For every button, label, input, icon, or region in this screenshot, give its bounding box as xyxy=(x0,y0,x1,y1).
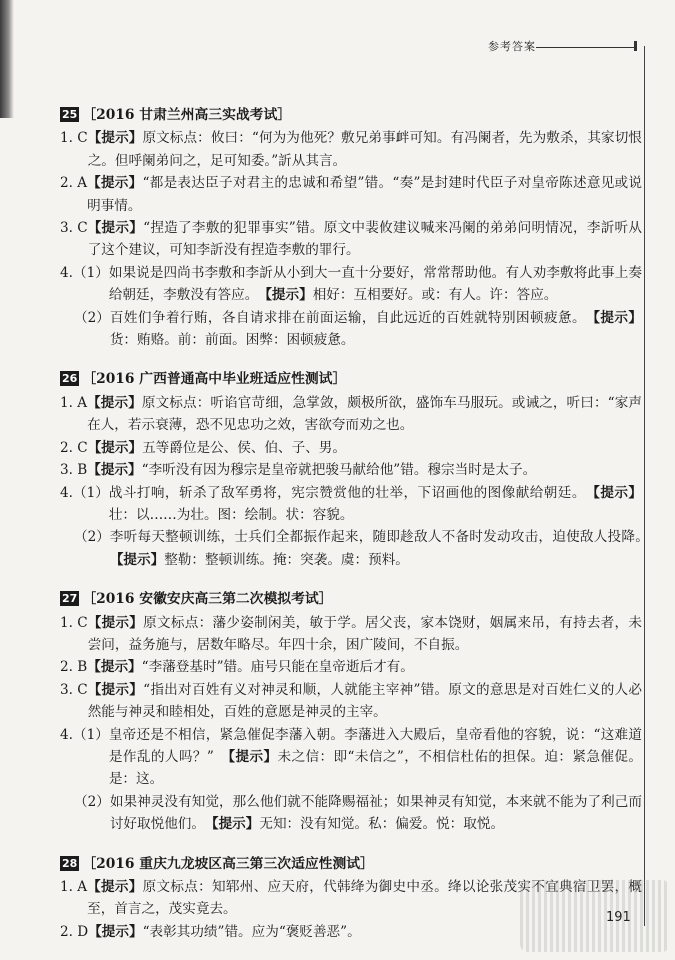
hint-tag: 【提示】 xyxy=(87,175,143,192)
answer-item xyxy=(60,612,642,657)
answer-label: 3. B xyxy=(60,462,88,479)
answer-body xyxy=(88,437,642,459)
answer-body xyxy=(87,459,642,481)
answer-body xyxy=(88,217,642,262)
hint-tag: 【提示】 xyxy=(593,484,642,501)
answer-item xyxy=(60,262,642,307)
answer-body xyxy=(110,791,642,836)
question-number-badge: 28 xyxy=(62,856,78,870)
section-source-title: ［2016 广西普通高中毕业班适应性测试］ xyxy=(82,371,347,388)
answer-text: 如果说是四尚书李敷和李訢从小到大一直十分要好，常常帮助他。有人劝李敷将此事上奏给朝廷，李敷没有答应。 xyxy=(108,264,642,304)
answer-label: （2） xyxy=(74,793,110,810)
answer-text: 战斗打响，斩杀了敌军勇将，宪宗赞赏他的壮举，下诏画他的图像献给朝廷。 xyxy=(108,484,580,501)
answer-label: 2. A xyxy=(60,175,88,192)
hint-tag: 【提示】 xyxy=(87,130,143,147)
answer-label: 2. D xyxy=(60,923,89,940)
answer-label: 1. C xyxy=(60,130,88,147)
answer-item xyxy=(60,656,642,678)
answer-text: 五等爵位是公、侯、伯、子、男。 xyxy=(142,439,346,456)
hint-text: 无知：没有知觉。私：偏爱。悦：取悦。 xyxy=(259,816,505,833)
answer-section xyxy=(60,104,642,351)
answer-section xyxy=(60,588,642,835)
answer-text: “都是表达臣子对君主的忠诚和希望”错。“奏”是封建时代臣子对皇帝陈述意见或说明事情。 xyxy=(87,175,643,214)
answer-item xyxy=(60,127,642,172)
answer-label: 4.（1） xyxy=(60,484,109,501)
answer-body xyxy=(109,482,642,527)
hint-tag: 【提示】 xyxy=(87,659,142,676)
answer-body xyxy=(110,526,642,571)
answer-label: 3. C xyxy=(60,681,88,698)
answer-text: 原文标点：听谄官苛细，急掌敛，颇极所欲，盛饰车马服玩。或诫之，听曰：“家声在人，若示衰薄，恐不见忠功之效，害欲夸而劝之也。 xyxy=(87,394,642,434)
section-heading xyxy=(60,368,642,390)
answer-text: “表彰其功绩”错。应为“褒贬善恶”。 xyxy=(142,923,361,940)
section-source-title: ［2016 甘肃兰州高三实战考试］ xyxy=(82,107,292,123)
answer-item xyxy=(60,679,642,724)
hint-text: 货：贿赂。前：前面。困弊：困顿疲惫。 xyxy=(109,332,355,349)
answer-label: 1. A xyxy=(60,879,88,895)
hint-tag: 【提示】 xyxy=(593,309,643,326)
answer-item xyxy=(60,526,642,571)
answer-item xyxy=(60,459,642,481)
answer-text: 如果神灵没有知觉，那么他们就不能降赐福祉；如果神灵有知觉，本来就不能为了利己而讨好取悦他们。 xyxy=(109,793,642,833)
hint-tag: 【提示】 xyxy=(211,816,260,833)
hint-tag: 【提示】 xyxy=(87,879,143,895)
scan-edge-shadow xyxy=(0,0,14,118)
page-number: 191 xyxy=(606,910,631,925)
answer-label: 3. C xyxy=(60,220,88,237)
hint-tag: 【提示】 xyxy=(87,439,143,456)
question-number-badge: 25 xyxy=(62,108,78,121)
answer-label: 2. B xyxy=(60,659,88,676)
answer-text: 原文标点：攸曰：“何为为他死？敷兄弟事衅可知。有冯阑者，先为敷杀，其家切恨之。但呼阑弟问之，足可知委。”訢从其言。 xyxy=(87,130,642,169)
answer-item xyxy=(60,172,642,217)
answer-body xyxy=(87,392,642,437)
answer-body xyxy=(109,262,642,307)
answer-body xyxy=(110,307,642,352)
hint-text: 未之信：即“未信之”，不相信杜佑的担保。迫：紧急催促。是：这。 xyxy=(108,748,643,788)
answer-body xyxy=(109,724,642,791)
hint-text: 整勒：整顿训练。掩：突袭。虞：预料。 xyxy=(164,551,409,568)
answer-text: 原文标点：知郓州、应天府，代韩绛为御史中丞。绛以论张茂实不宜典宿卫罢，概至，首言之，茂实竟去。 xyxy=(87,879,643,918)
section-heading xyxy=(60,588,642,610)
question-number-badge: 26 xyxy=(62,372,78,386)
hint-tag: 【提示】 xyxy=(265,287,313,304)
hint-tag: 【提示】 xyxy=(87,614,144,631)
header-rule-cap xyxy=(634,41,637,51)
answer-text: “指出对百姓有义对神灵和顺，人就能主宰神”错。原文的意思是对百姓仁义的人必然能与神灵和睦相处，百姓的意愿是神灵的主宰。 xyxy=(87,681,642,721)
answer-text: 百姓们争着行贿，各自请求排在前面运输，自此远近的百姓就特别困顿疲惫。 xyxy=(109,309,580,326)
answer-item xyxy=(60,791,642,836)
answer-body xyxy=(88,679,642,724)
answer-text: 李听每天整顿训练，士兵们全都振作起来，随即趁敌人不备时发动攻击，迫使敌人投降。 xyxy=(109,529,642,546)
answer-body xyxy=(88,127,642,172)
answer-item xyxy=(60,724,642,791)
watermark-stamp xyxy=(520,880,670,952)
header-rule xyxy=(536,47,634,48)
answer-text: 皇帝还是不相信，紧急催促李藩入朝。李藩进入大殿后，皇帝看他的容貌，说：“这难道是作乱的人吗？” xyxy=(108,726,642,765)
answer-item xyxy=(60,437,642,459)
hint-tag: 【提示】 xyxy=(87,394,142,411)
question-number-badge: 27 xyxy=(62,592,78,606)
section-source-title: ［2016 安徽安庆高三第二次模拟考试］ xyxy=(82,591,333,608)
answer-label: 2. C xyxy=(60,439,88,456)
answer-text: “捏造了李敷的犯罪事实”错。原文中裴攸建议喊来冯阑的弟弟问明情况，李訢听从了这个建议，可知李訢没有捏造李敷的罪行。 xyxy=(87,220,642,259)
answer-label: （2） xyxy=(74,529,110,546)
answer-label: 1. C xyxy=(60,614,88,631)
answer-body xyxy=(88,612,642,657)
hint-tag: 【提示】 xyxy=(228,748,278,765)
answer-body xyxy=(87,656,642,678)
answer-item xyxy=(60,482,642,527)
answer-label: （2） xyxy=(74,309,110,326)
answer-text: “李藩登基时”错。庙号只能在皇帝逝后才有。 xyxy=(141,659,414,676)
answer-text: “李听没有因为穆宗是皇帝就把骏马献给他”错。穆宗当时是太子。 xyxy=(141,462,537,479)
hint-text: 壮：以……为壮。图：绘制。状：容貌。 xyxy=(108,506,354,523)
answer-item xyxy=(60,217,642,262)
hint-tag: 【提示】 xyxy=(87,681,144,698)
answer-section xyxy=(60,368,642,571)
hint-tag: 【提示】 xyxy=(109,551,165,568)
section-heading xyxy=(60,104,642,126)
hint-text: 相好：互相要好。或：有人。许：答应。 xyxy=(312,287,558,304)
answer-item xyxy=(60,307,642,352)
answer-label: 4.（1） xyxy=(60,726,109,743)
page-margin-rule xyxy=(644,46,645,926)
answer-label: 4.（1） xyxy=(60,264,109,281)
hint-tag: 【提示】 xyxy=(87,220,144,237)
answer-content xyxy=(60,104,642,960)
hint-tag: 【提示】 xyxy=(87,462,142,479)
answer-label: 1. A xyxy=(60,394,88,411)
section-heading xyxy=(60,853,642,875)
answer-item xyxy=(60,392,642,437)
page-header-title: 参考答案 xyxy=(488,40,536,53)
hint-tag: 【提示】 xyxy=(88,923,143,940)
section-source-title: ［2016 重庆九龙坡区高三第三次适应性测试］ xyxy=(82,855,374,872)
answer-body xyxy=(87,172,642,217)
answer-text: 原文标点：藩少姿制闲美，敏于学。居父丧，家本饶财，姻属来吊，有持去者，未尝问，益务施与，居数年略尽。年四十余，困广陵间，不自振。 xyxy=(87,614,643,653)
